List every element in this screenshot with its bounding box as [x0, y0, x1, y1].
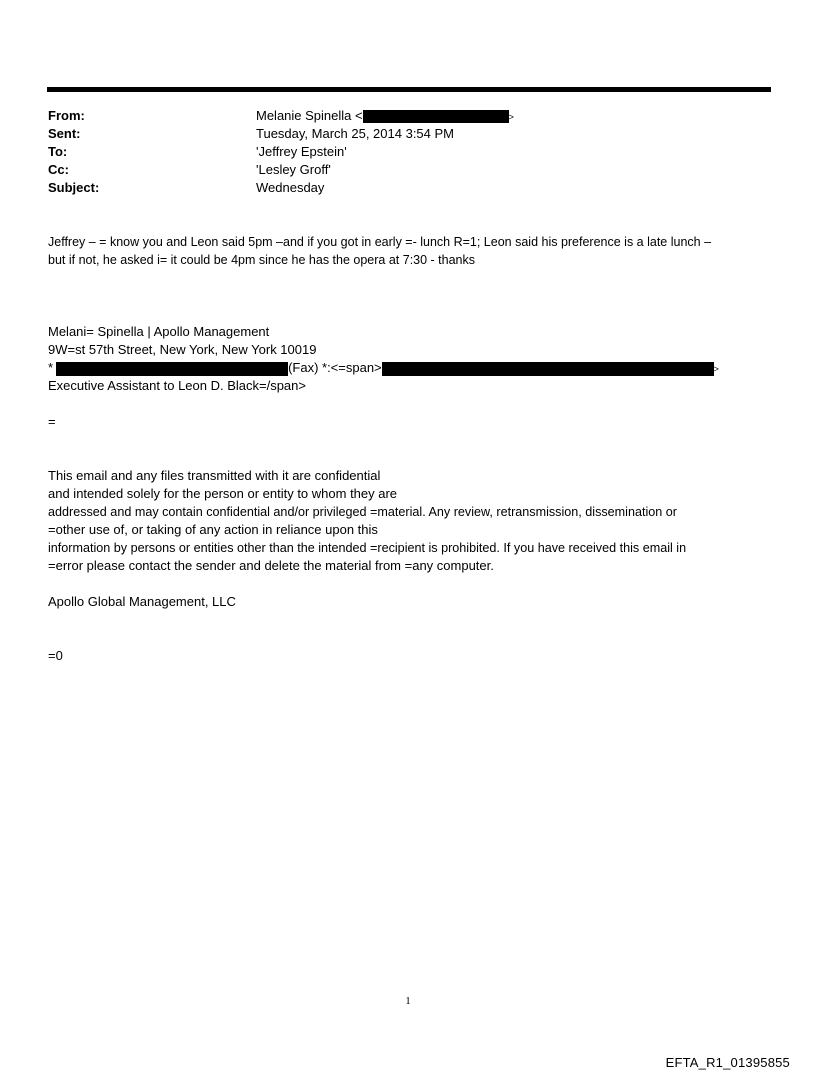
from-name: Melanie Spinella < [256, 108, 363, 123]
cc-label: Cc: [48, 162, 69, 177]
sent-value: Tuesday, March 25, 2014 3:54 PM [256, 126, 454, 141]
subject-label: Subject: [48, 180, 100, 195]
phone-prefix: * [48, 360, 54, 375]
disclaimer-line-5: information by persons or entities other than the intended =recipient is prohibited. If you have received this email in [48, 541, 687, 555]
redaction-block [56, 362, 288, 376]
to-value: 'Jeffrey Epstein' [256, 144, 347, 159]
disclaimer-line-3: addressed and may contain confidential and/or privileged =material. Any review, retransmission, dissemination or [48, 505, 677, 519]
from-label: From: [48, 108, 85, 123]
signature-name: Melani= Spinella | Apollo Management [48, 324, 270, 339]
document-id: EFTA_R1_01395855 [665, 1055, 790, 1070]
signature-address: 9W=st 57th Street, New York, New York 10019 [48, 342, 317, 357]
body-line-2: but if not, he asked i= it could be 4pm since he has the opera at 7:30 - thanks [48, 253, 476, 267]
signature-phone [48, 359, 719, 378]
disclaimer-line-1: This email and any files transmitted with it are confidential [48, 468, 381, 483]
disclaimer-line-6: =error please contact the sender and delete the material from =any computer. [48, 558, 494, 573]
signature-equals: = [48, 414, 56, 429]
redaction-block [363, 110, 509, 123]
header-divider [47, 87, 771, 92]
disclaimer-line-4: =other use of, or taking of any action in reliance upon this [48, 522, 378, 537]
signature-title: Executive Assistant to Leon D. Black=/span> [48, 378, 306, 393]
phone-middle: (Fax) *:<=span> [288, 360, 382, 375]
trailer-text: =0 [48, 648, 63, 663]
subject-value: Wednesday [256, 180, 325, 195]
phone-end: > [713, 364, 719, 374]
page-number: 1 [405, 995, 411, 1007]
company-name: Apollo Global Management, LLC [48, 594, 236, 609]
cc-value: 'Lesley Groff' [256, 162, 331, 177]
to-label: To: [48, 144, 68, 159]
disclaimer-line-2: and intended solely for the person or entity to whom they are [48, 486, 398, 501]
sent-label: Sent: [48, 126, 81, 141]
from-value [256, 107, 514, 126]
from-end: > [508, 112, 514, 122]
body-line-1: Jeffrey – = know you and Leon said 5pm –and if you got in early =- lunch R=1; Leon said his preference is a late lunch – [48, 235, 712, 249]
redaction-block [382, 362, 714, 376]
